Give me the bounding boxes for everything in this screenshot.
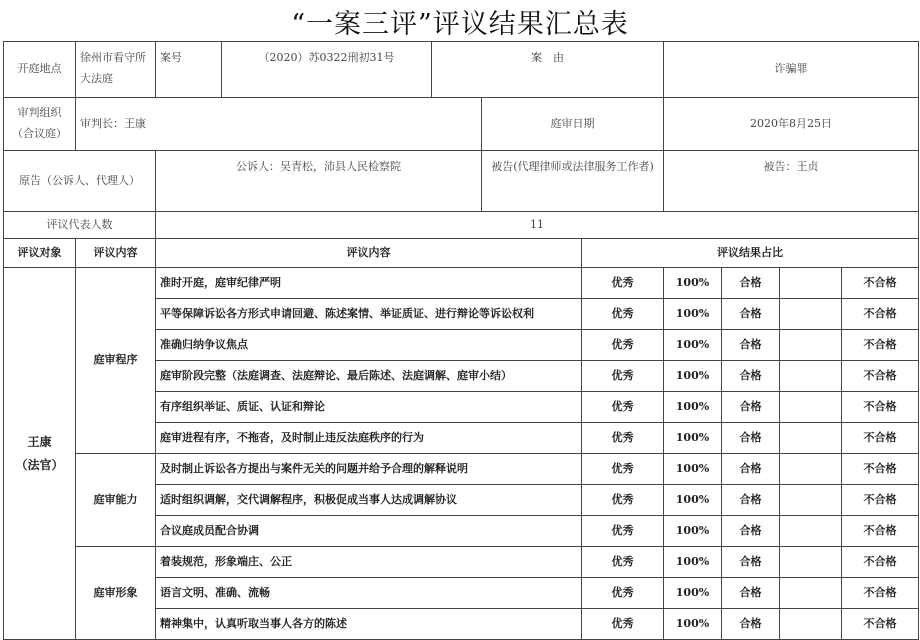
pass-percent [780, 547, 842, 578]
pass-label: 合格 [722, 454, 780, 485]
fail-label: 不合格 [842, 485, 919, 516]
pass-label: 合格 [722, 516, 780, 547]
info-row-parties [4, 151, 919, 212]
excellent-percent: 100% [664, 454, 722, 485]
pass-label: 合格 [722, 268, 780, 299]
excellent-percent: 100% [664, 578, 722, 609]
excellent-label: 优秀 [582, 330, 664, 361]
reps-label: 评议代表人数 [4, 212, 156, 239]
case-no-label: 案号 [156, 42, 222, 98]
subject-cell [4, 268, 76, 640]
criterion-text: 庭审阶段完整（法庭调查、法庭辩论、最后陈述、法庭调解、庭审小结） [156, 361, 582, 392]
criterion-text: 适时组织调解，交代调解程序，积极促成当事人达成调解协议 [156, 485, 582, 516]
pass-percent [780, 516, 842, 547]
excellent-percent: 100% [664, 330, 722, 361]
plaintiff-value: 公诉人：吴青松，沛县人民检察院 [156, 151, 482, 212]
excellent-label: 优秀 [582, 578, 664, 609]
fail-label: 不合格 [842, 516, 919, 547]
table-row [4, 454, 919, 485]
case-no-value: （2020）苏0322刑初31号 [222, 42, 432, 98]
fail-label: 不合格 [842, 330, 919, 361]
evaluation-summary-table [3, 41, 919, 640]
header-ratio: 评议结果占比 [582, 239, 919, 268]
fail-label: 不合格 [842, 299, 919, 330]
category-cell: 庭审程序 [76, 268, 156, 454]
table-row [4, 547, 919, 578]
fail-label: 不合格 [842, 578, 919, 609]
pass-label: 合格 [722, 609, 780, 640]
criterion-text: 平等保障诉讼各方形式申请回避、陈述案情、举证质证、进行辩论等诉讼权利 [156, 299, 582, 330]
category-cell: 庭审能力 [76, 454, 156, 547]
excellent-percent: 100% [664, 361, 722, 392]
fail-label: 不合格 [842, 609, 919, 640]
excellent-percent: 100% [664, 547, 722, 578]
criterion-text: 庭审进程有序，不拖沓，及时制止违反法庭秩序的行为 [156, 423, 582, 454]
fail-label: 不合格 [842, 423, 919, 454]
subject-name: 王康 [27, 434, 52, 449]
criterion-text: 准时开庭，庭审纪律严明 [156, 268, 582, 299]
excellent-label: 优秀 [582, 361, 664, 392]
excellent-percent: 100% [664, 268, 722, 299]
cause-value: 诈骗罪 [664, 42, 919, 98]
criterion-text: 着装规范，形象端庄、公正 [156, 547, 582, 578]
defendant-value: 被告：王贞 [664, 151, 919, 212]
excellent-label: 优秀 [582, 485, 664, 516]
plaintiff-label: 原告（公诉人、代理人） [4, 151, 156, 212]
excellent-label: 优秀 [582, 547, 664, 578]
criterion-text: 准确归纳争议焦点 [156, 330, 582, 361]
criterion-text: 合议庭成员配合协调 [156, 516, 582, 547]
excellent-percent: 100% [664, 516, 722, 547]
header-detail: 评议内容 [156, 239, 582, 268]
criterion-text: 语言文明、准确、流畅 [156, 578, 582, 609]
pass-percent [780, 392, 842, 423]
pass-percent [780, 268, 842, 299]
info-row-panel [4, 98, 919, 151]
pass-label: 合格 [722, 423, 780, 454]
pass-label: 合格 [722, 361, 780, 392]
fail-label: 不合格 [842, 454, 919, 485]
pass-label: 合格 [722, 578, 780, 609]
header-object: 评议对象 [4, 239, 76, 268]
category-cell: 庭审形象 [76, 547, 156, 640]
pass-label: 合格 [722, 547, 780, 578]
venue-label: 开庭地点 [4, 42, 76, 98]
excellent-label: 优秀 [582, 268, 664, 299]
fail-label: 不合格 [842, 361, 919, 392]
pass-label: 合格 [722, 299, 780, 330]
pass-percent [780, 361, 842, 392]
pass-percent [780, 578, 842, 609]
excellent-percent: 100% [664, 392, 722, 423]
info-row-venue [4, 42, 919, 98]
excellent-label: 优秀 [582, 454, 664, 485]
excellent-percent: 100% [664, 299, 722, 330]
pass-percent [780, 454, 842, 485]
pass-label: 合格 [722, 330, 780, 361]
excellent-percent: 100% [664, 609, 722, 640]
cause-label: 案 由 [432, 42, 664, 98]
criterion-text: 有序组织举证、质证、认证和辩论 [156, 392, 582, 423]
date-value: 2020年8月25日 [664, 98, 919, 151]
page-title: “一案三评”评议结果汇总表 [291, 9, 629, 40]
fail-label: 不合格 [842, 268, 919, 299]
excellent-label: 优秀 [582, 609, 664, 640]
panel-label: 审判组织（合议庭） [4, 98, 76, 151]
panel-value: 审判长：王康 [76, 98, 482, 151]
pass-percent [780, 609, 842, 640]
subject-role: （法官） [15, 457, 64, 472]
fail-label: 不合格 [842, 392, 919, 423]
date-label: 庭审日期 [482, 98, 664, 151]
reps-value: 11 [156, 212, 919, 239]
pass-label: 合格 [722, 485, 780, 516]
excellent-label: 优秀 [582, 299, 664, 330]
criterion-text: 精神集中，认真听取当事人各方的陈述 [156, 609, 582, 640]
excellent-percent: 100% [664, 485, 722, 516]
info-row-reps [4, 212, 919, 239]
venue-value: 徐州市看守所大法庭 [76, 42, 156, 98]
excellent-label: 优秀 [582, 392, 664, 423]
excellent-label: 优秀 [582, 516, 664, 547]
table-row [4, 268, 919, 299]
pass-label: 合格 [722, 392, 780, 423]
pass-percent [780, 299, 842, 330]
header-content: 评议内容 [76, 239, 156, 268]
excellent-percent: 100% [664, 423, 722, 454]
excellent-label: 优秀 [582, 423, 664, 454]
table-header-row [4, 239, 919, 268]
pass-percent [780, 423, 842, 454]
defendant-label: 被告(代理律师或法律服务工作者) [482, 151, 664, 212]
pass-percent [780, 485, 842, 516]
criterion-text: 及时制止诉讼各方提出与案件无关的问题并给予合理的解释说明 [156, 454, 582, 485]
fail-label: 不合格 [842, 547, 919, 578]
pass-percent [780, 330, 842, 361]
